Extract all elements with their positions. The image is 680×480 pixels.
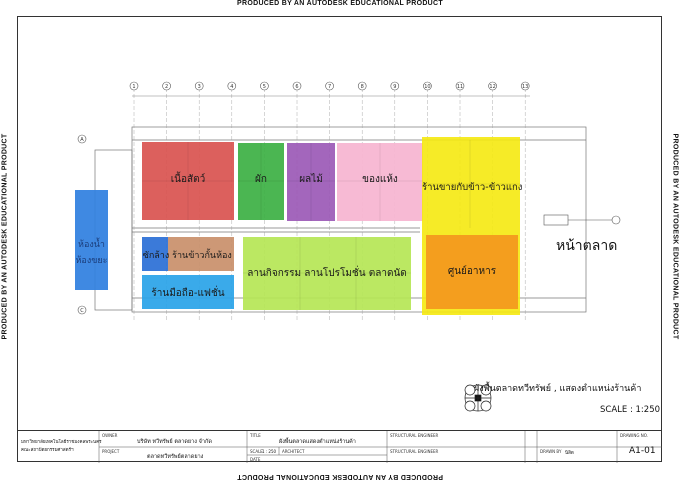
title-block <box>17 430 662 462</box>
label-meat: เนื้อสัตว์ <box>170 174 206 185</box>
scale-label: SCALE <box>250 449 263 454</box>
grid-column-label: 1 <box>132 84 136 90</box>
title-label: TITLE <box>250 433 261 438</box>
grid-column-bubble <box>195 82 203 90</box>
watermark-right: PRODUCED BY AN AUTODESK EDUCATIONAL PRODUCT <box>671 133 679 340</box>
label-secondhand: ร้านมือถือ-แฟชั่น <box>151 288 225 299</box>
grid-column-label: 3 <box>197 84 201 90</box>
label-wash: ซักล้าง <box>142 251 170 261</box>
label-rice: ร้านขายกับข้าว-ข้าวแกง <box>422 182 523 193</box>
owner-label: OWNER <box>102 433 118 438</box>
label-activity: ลานกิจกรรม ลานโปรโมชั่น ตลาดนัด <box>247 268 407 279</box>
architect-label: ARCHITECT <box>282 449 305 454</box>
market-front-label: หน้าตลาด <box>556 238 618 254</box>
grid-column-bubble <box>326 82 334 90</box>
owner-value: บริษัท ทวีทรัพย์ ตลาดยาง จำกัด <box>137 439 212 445</box>
grid-column-label: 7 <box>328 84 332 90</box>
grid-column-label: 2 <box>165 84 169 90</box>
drawing-no-label: DRAWING NO. <box>620 433 648 438</box>
drawing-scale: SCALE : 1:250 <box>600 405 661 415</box>
drawing-title: ผังพื้นตลาดทวีทรัพย์ , แสดงตำแหน่งร้านค้า <box>474 384 642 394</box>
grid-column-bubble <box>456 82 464 90</box>
watermark-bottom: PRODUCED BY AN AUTODESK EDUCATIONAL PRODUCT <box>237 473 443 480</box>
grid-column-label: 13 <box>522 84 529 90</box>
grid-column-label: 11 <box>456 84 464 90</box>
project-value: ตลาดทวีทรัพย์ตลาดยาง <box>147 454 204 460</box>
label-fruit: ผลไม้ <box>299 174 323 185</box>
grid-column-bubble <box>391 82 399 90</box>
scale-value: 1 : 250 <box>262 449 277 454</box>
grid-column-bubble <box>228 82 236 90</box>
grid-column-bubble <box>260 82 268 90</box>
grid-column-label: 12 <box>489 84 496 90</box>
school-faculty: คณะสถาปัตยกรรมศาสตร์ฯ <box>21 448 74 453</box>
project-label: PROJECT <box>102 449 120 454</box>
label-toilet-1: ห้องน้ำ <box>78 240 105 250</box>
label-toilet-2: ห้องขยะ <box>75 256 108 266</box>
grid-column-bubble <box>489 82 497 90</box>
grid-column-bubble <box>423 82 431 90</box>
date-label: DATE <box>250 457 261 462</box>
grid-column-label: 4 <box>230 84 234 90</box>
grid-column-bubble <box>358 82 366 90</box>
grid-column-bubble <box>521 82 529 90</box>
grid-column-bubble <box>130 82 138 90</box>
label-veg: ผัก <box>255 174 267 185</box>
grid-row-a: A <box>80 137 84 143</box>
grid-column-label: 10 <box>424 84 431 90</box>
grid-column-bubble <box>293 82 301 90</box>
label-dry: ของแห้ง <box>362 174 398 185</box>
grid-column-label: 5 <box>262 84 266 90</box>
drawing-no-value: A1-01 <box>629 446 656 456</box>
label-stalls-room: ร้านข้าวกั้นห้อง <box>172 251 232 261</box>
grid-column-label: 9 <box>393 84 397 90</box>
struct-label-2: STRUCTURAL ENGINEER <box>390 449 439 454</box>
title-value: ผังพื้นตลาดแสดงตำแหน่งร้านค้า <box>279 439 356 445</box>
grid-column-label: 6 <box>295 84 299 90</box>
drawn-value: นิสิต <box>565 451 574 456</box>
drawn-label: DRAWN BY <box>540 449 562 454</box>
label-food-court: ศูนย์อาหาร <box>447 266 497 277</box>
struct-label-1: STRUCTURAL ENGINEER <box>390 433 439 438</box>
watermark-top: PRODUCED BY AN AUTODESK EDUCATIONAL PRODUCT <box>237 0 443 7</box>
watermark-left: PRODUCED BY AN AUTODESK EDUCATIONAL PRODUCT <box>1 133 9 340</box>
grid-column-label: 8 <box>360 84 364 90</box>
grid-row-c: C <box>80 308 84 314</box>
grid-column-bubble <box>163 82 171 90</box>
school-name: มหาวิทยาลัยเทคโนโลยีราชมงคลพระนคร <box>21 440 102 445</box>
